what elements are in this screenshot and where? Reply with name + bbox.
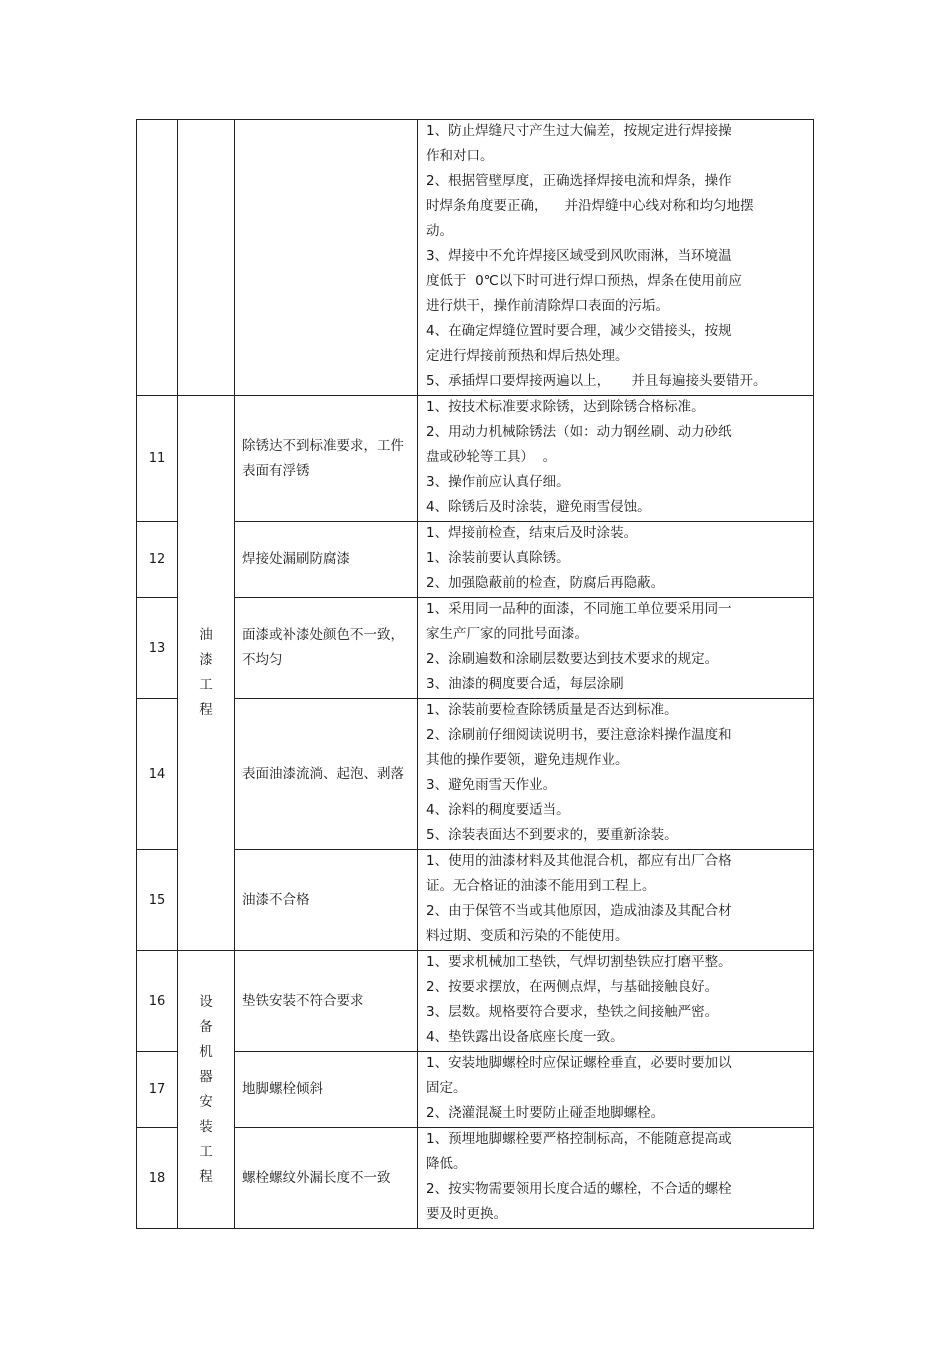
problem-cell: 焊接处漏刷防腐漆 [235, 522, 418, 598]
measure-line: 2、根据管壁厚度，正确选择焊接电流和焊条，操作 [426, 173, 732, 189]
category-char: 装 [199, 1118, 213, 1135]
measure-line: 1、预埋地脚螺栓要严格控制标高，不能随意提高或 [426, 1131, 732, 1147]
measure-line: 2、浇灌混凝土时要防止碰歪地脚螺栓。 [426, 1105, 665, 1121]
table-row [137, 850, 814, 951]
measure-line: 1、按技术标准要求除锈，达到除锈合格标准。 [426, 399, 705, 415]
category-char: 设 [199, 993, 213, 1010]
problem-cell: 螺栓螺纹外漏长度不一致 [235, 1128, 418, 1229]
measure-line: 定进行焊接前预热和焊后热处理。 [426, 348, 629, 364]
row-number: 14 [137, 699, 178, 850]
measure-line: 2、加强隐蔽前的检查，防腐后再隐蔽。 [426, 575, 665, 591]
measures-cell [418, 120, 814, 396]
measure-line: 降低。 [426, 1156, 467, 1172]
measure-line: 5、涂装表面达不到要求的，要重新涂装。 [426, 827, 678, 843]
problem-cell: 垫铁安装不符合要求 [235, 951, 418, 1052]
measure-line: 2、按要求摆放，在两侧点焊，与基础接触良好。 [426, 979, 719, 995]
problem-cell [235, 120, 418, 396]
measure-line: 1、采用同一品种的面漆，不同施工单位要采用同一 [426, 601, 732, 617]
row-number: 17 [137, 1052, 178, 1128]
measure-line: 时焊条角度要正确， 并沿焊缝中心线对称和均匀地摆 [426, 198, 754, 214]
row-number: 11 [137, 396, 178, 522]
measures-cell [418, 1052, 814, 1128]
problem-cell: 油漆不合格 [235, 850, 418, 951]
measures-cell [418, 850, 814, 951]
problem-cell: 地脚螺栓倾斜 [235, 1052, 418, 1128]
table-row [137, 699, 814, 850]
measures-cell [418, 951, 814, 1052]
category-label [199, 623, 213, 723]
category-char: 器 [199, 1068, 213, 1085]
category-cell-paint-works [178, 396, 235, 951]
measure-line: 2、按实物需要领用长度合适的螺栓，不合适的螺栓 [426, 1181, 732, 1197]
measure-line: 1、防止焊缝尺寸产生过大偏差，按规定进行焊接操 [426, 123, 732, 139]
table-row [137, 1052, 814, 1128]
category-char: 程 [199, 702, 213, 718]
row-number: 16 [137, 951, 178, 1052]
measure-line: 证。无合格证的油漆不能用到工程上。 [426, 878, 656, 894]
category-char: 机 [199, 1043, 213, 1060]
measure-line: 料过期、变质和污染的不能使用。 [426, 928, 629, 944]
measure-line: 进行烘干，操作前清除焊口表面的污垢。 [426, 298, 669, 314]
category-label [199, 990, 213, 1190]
category-char: 工 [199, 1143, 213, 1160]
measures-cell [418, 522, 814, 598]
measure-line: 3、油漆的稠度要合适，每层涂刷 [426, 676, 624, 692]
quality-measures-table [136, 119, 814, 1229]
measure-line: 4、涂料的稠度要适当。 [426, 802, 570, 818]
row-number: 12 [137, 522, 178, 598]
table-row [137, 522, 814, 598]
row-number: 18 [137, 1128, 178, 1229]
measure-line: 4、在确定焊缝位置时要合理，减少交错接头，按规 [426, 323, 732, 339]
measure-line: 2、由于保管不当或其他原因，造成油漆及其配合材 [426, 903, 732, 919]
table-row [137, 598, 814, 699]
measure-line: 1、要求机械加工垫铁，气焊切割垫铁应打磨平整。 [426, 954, 732, 970]
measure-line: 固定。 [426, 1080, 467, 1096]
problem-cell: 面漆或补漆处颜色不一致，不均匀 [235, 598, 418, 699]
measure-line: 3、避免雨雪天作业。 [426, 777, 557, 793]
measure-line: 2、用动力机械除锈法（如：动力钢丝刷、动力砂纸 [426, 424, 732, 440]
measure-line: 2、涂刷前仔细阅读说明书，要注意涂料操作温度和 [426, 727, 732, 743]
measure-line: 1、使用的油漆材料及其他混合机，都应有出厂合格 [426, 853, 732, 869]
measure-line: 1、涂装前要检查除锈质量是否达到标准。 [426, 702, 678, 718]
measure-line: 1、涂装前要认真除锈。 [426, 550, 570, 566]
row-number: 13 [137, 598, 178, 699]
measure-line: 5、承插焊口要焊接两遍以上， 并且每遍接头要错开。 [426, 373, 767, 389]
measure-line: 3、焊接中不允许焊接区域受到风吹雨淋，当环境温 [426, 248, 732, 264]
measure-line: 1、焊接前检查，结束后及时涂装。 [426, 525, 638, 541]
measure-line: 盘或砂轮等工具） 。 [426, 449, 557, 465]
table-row [137, 120, 814, 396]
problem-cell: 表面油漆流淌、起泡、剥落 [235, 699, 418, 850]
measure-line: 度低于 0℃以下时可进行焊口预热，焊条在使用前应 [426, 273, 742, 289]
category-char: 工 [199, 677, 213, 693]
category-char: 安 [199, 1093, 213, 1110]
measures-cell [418, 1128, 814, 1229]
category-char: 备 [199, 1018, 213, 1035]
measure-line: 4、除锈后及时涂装，避免雨雪侵蚀。 [426, 499, 651, 515]
measure-line: 作和对口。 [426, 148, 494, 164]
measure-line: 要及时更换。 [426, 1206, 507, 1222]
row-number: 15 [137, 850, 178, 951]
measures-cell [418, 598, 814, 699]
measure-line: 2、涂刷遍数和涂刷层数要达到技术要求的规定。 [426, 651, 719, 667]
row-number [137, 120, 178, 396]
category-char: 油 [199, 627, 213, 643]
category-cell [178, 120, 235, 396]
measure-line: 1、安装地脚螺栓时应保证螺栓垂直，必要时要加以 [426, 1055, 732, 1071]
table-row [137, 396, 814, 522]
table-row [137, 951, 814, 1052]
measures-cell [418, 699, 814, 850]
measure-line: 3、层数。规格要符合要求，垫铁之间接触严密。 [426, 1004, 719, 1020]
measures-cell [418, 396, 814, 522]
measure-line: 家生产厂家的同批号面漆。 [426, 626, 588, 642]
measure-line: 其他的操作要领，避免违规作业。 [426, 752, 629, 768]
problem-cell: 除锈达不到标准要求，工件表面有浮锈 [235, 396, 418, 522]
category-char: 程 [199, 1168, 213, 1185]
measure-line: 动。 [426, 223, 453, 239]
table-row [137, 1128, 814, 1229]
measure-line: 4、垫铁露出设备底座长度一致。 [426, 1029, 624, 1045]
category-cell-equipment-installation [178, 951, 235, 1229]
category-char: 漆 [199, 652, 213, 668]
measure-line: 3、操作前应认真仔细。 [426, 474, 570, 490]
